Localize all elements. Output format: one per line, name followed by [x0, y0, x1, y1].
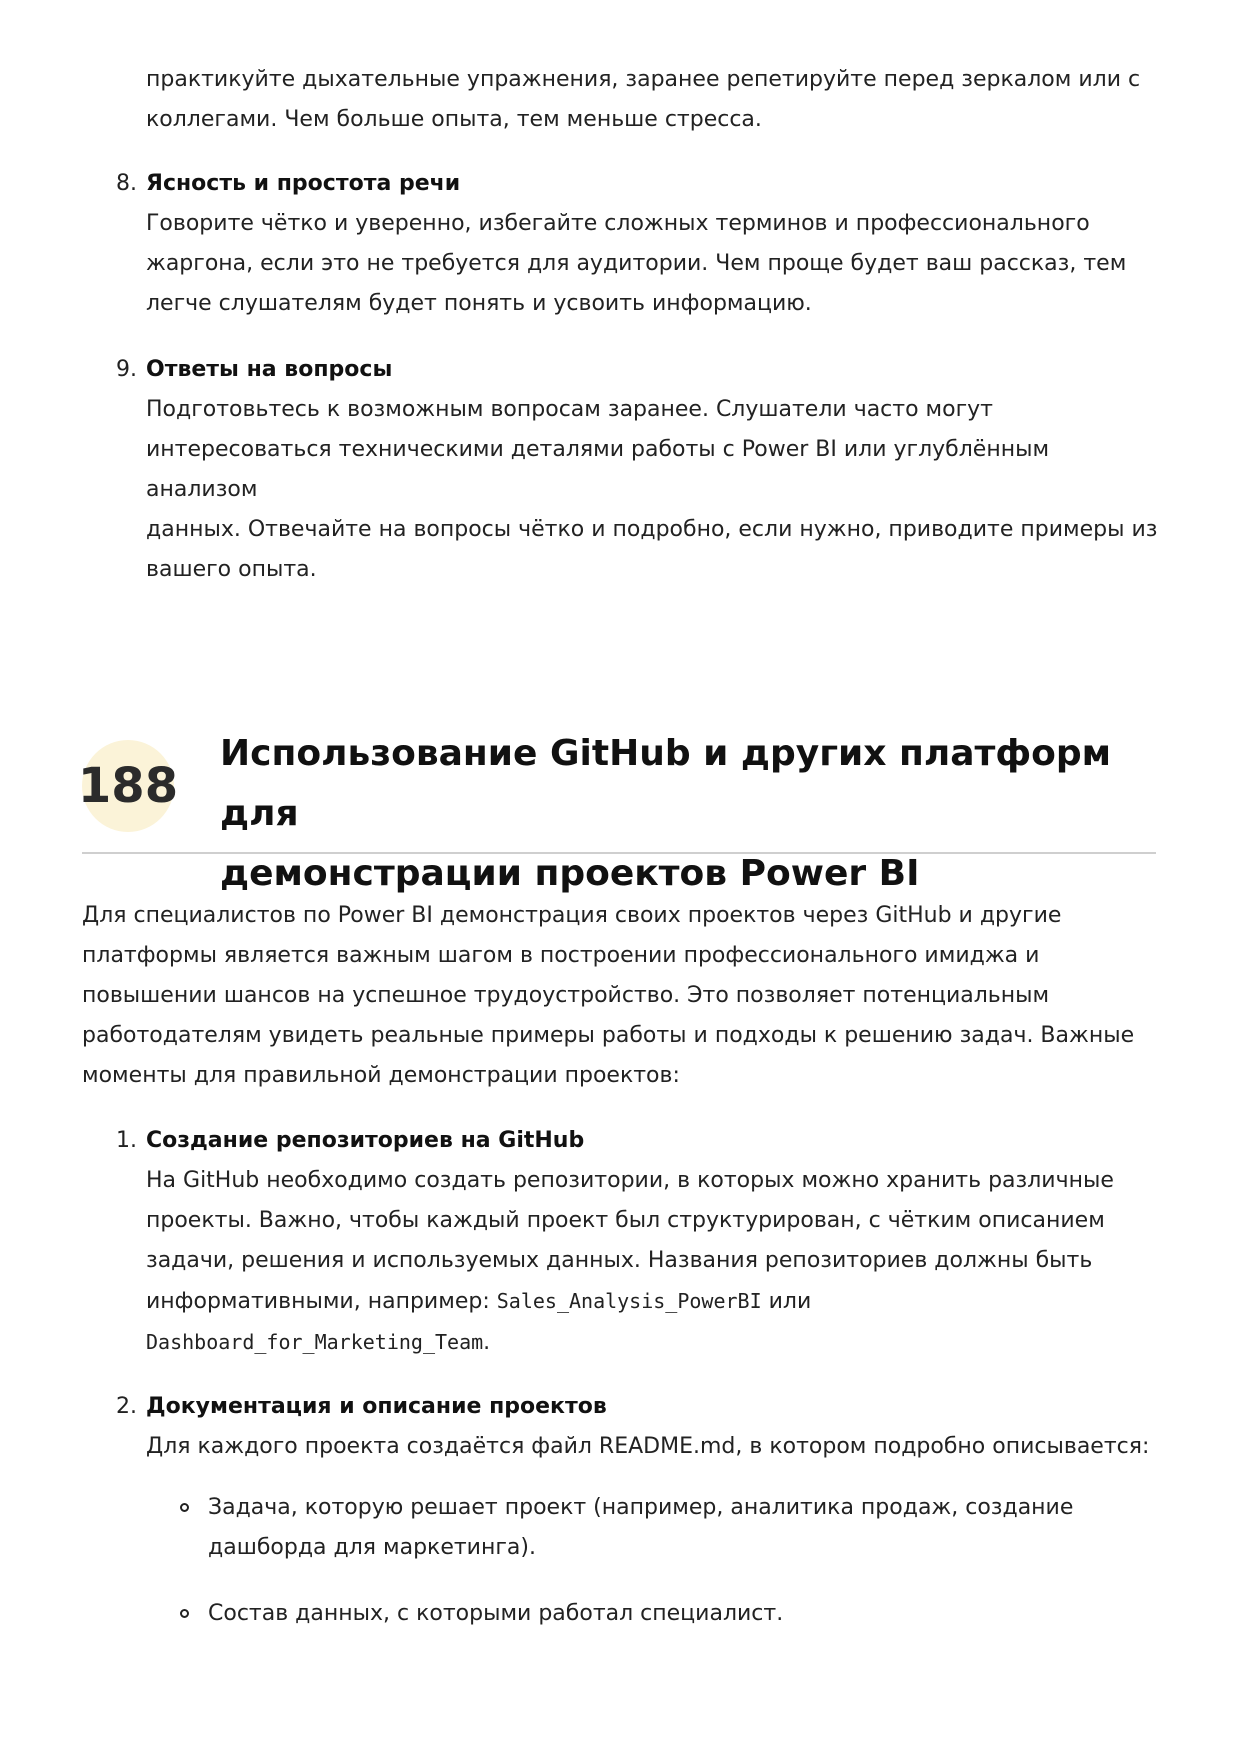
- text-line: платформы является важным шагом в построении профессионального имиджа и: [82, 943, 1040, 968]
- section-title-line: демонстрации проектов Power BI: [220, 853, 920, 894]
- list-item-body: [146, 204, 1166, 324]
- text-line: [146, 1281, 1166, 1322]
- list-item-title: Документация и описание проектов: [146, 1394, 607, 1419]
- text-line: повышении шансов на успешное трудоустройство. Это позволяет потенциальным: [82, 983, 1050, 1008]
- text-line: интересоваться техническими деталями работы с Power BI или углублённым анализом: [146, 437, 1050, 502]
- text-line: жаргона, если это не требуется для аудитории. Чем проще будет ваш рассказ, тем: [146, 251, 1127, 276]
- text-line: Подготовьтесь к возможным вопросам заранее. Слушатели часто могут: [146, 397, 993, 422]
- circle-bullet-icon: [180, 1503, 189, 1512]
- text-line: На GitHub необходимо создать репозитории, в которых можно хранить различные: [146, 1168, 1114, 1193]
- bullet-text: [208, 1594, 1110, 1634]
- text-line: работодателям увидеть реальные примеры работы и подходы к решению задач. Важные: [82, 1023, 1135, 1048]
- list-item-title: Создание репозиториев на GitHub: [146, 1128, 585, 1153]
- section-heading: [77, 724, 1156, 894]
- inline-code: Sales_Analysis_PowerBI: [496, 1289, 762, 1313]
- text-line: Для каждого проекта создаётся файл README.md, в котором подробно описывается:: [146, 1434, 1150, 1459]
- text-fragment: информативными, например:: [146, 1289, 497, 1314]
- section-title-line: Использование GitHub и других платформ для: [220, 733, 1112, 834]
- inline-code: Dashboard_for_Marketing_Team: [146, 1330, 484, 1354]
- list-item-body: [146, 1427, 1166, 1467]
- bullet-item: [180, 1488, 1110, 1568]
- text-line: моменты для правильной демонстрации проектов:: [82, 1063, 680, 1088]
- continuation-text: [146, 60, 1166, 140]
- list-item-2: [116, 1387, 1166, 1467]
- list-item-body: [146, 1161, 1166, 1363]
- list-item-body: [146, 390, 1166, 590]
- list-item-continuation: [116, 60, 1166, 140]
- text-line: легче слушателям будет понять и усвоить информацию.: [146, 291, 812, 316]
- text-line: практикуйте дыхательные упражнения, заранее репетируйте перед зеркалом или с: [146, 67, 1141, 92]
- text-line: [146, 1322, 1166, 1363]
- text-line: вашего опыта.: [146, 557, 317, 582]
- list-number: 8.: [116, 171, 137, 196]
- text-line: дашборда для маркетинга).: [208, 1535, 536, 1560]
- text-line: Говорите чётко и уверенно, избегайте сложных терминов и профессионального: [146, 211, 1090, 236]
- text-line: проекты. Важно, чтобы каждый проект был структурирован, с чётким описанием: [146, 1208, 1105, 1233]
- list-item-9: [116, 350, 1166, 590]
- list-number: 1.: [116, 1128, 137, 1153]
- list-item-1: [116, 1121, 1166, 1363]
- text-line: коллегами. Чем больше опыта, тем меньше стресса.: [146, 107, 762, 132]
- section-number-badge: 188: [82, 740, 174, 832]
- list-item-title: Ответы на вопросы: [146, 357, 393, 382]
- list-number: 9.: [116, 357, 137, 382]
- text-line: данных. Отвечайте на вопросы чётко и подробно, если нужно, приводите примеры из: [146, 517, 1158, 542]
- circle-bullet-icon: [180, 1609, 189, 1618]
- text-line: Состав данных, с которыми работал специалист.: [208, 1601, 784, 1626]
- list-item-title: Ясность и простота речи: [146, 171, 461, 196]
- text-line: задачи, решения и используемых данных. Названия репозиториев должны быть: [146, 1248, 1093, 1273]
- text-line: Для специалистов по Power BI демонстрация своих проектов через GitHub и другие: [82, 903, 1062, 928]
- list-number: 2.: [116, 1394, 137, 1419]
- list-item-8: [116, 164, 1166, 324]
- section-title: [220, 724, 1120, 904]
- bullet-item: [180, 1594, 1110, 1634]
- text-fragment: .: [483, 1330, 491, 1355]
- text-fragment: или: [761, 1289, 812, 1314]
- text-line: Задача, которую решает проект (например, аналитика продаж, создание: [208, 1495, 1074, 1520]
- bullet-text: [208, 1488, 1110, 1568]
- intro-paragraph: [82, 896, 1162, 1096]
